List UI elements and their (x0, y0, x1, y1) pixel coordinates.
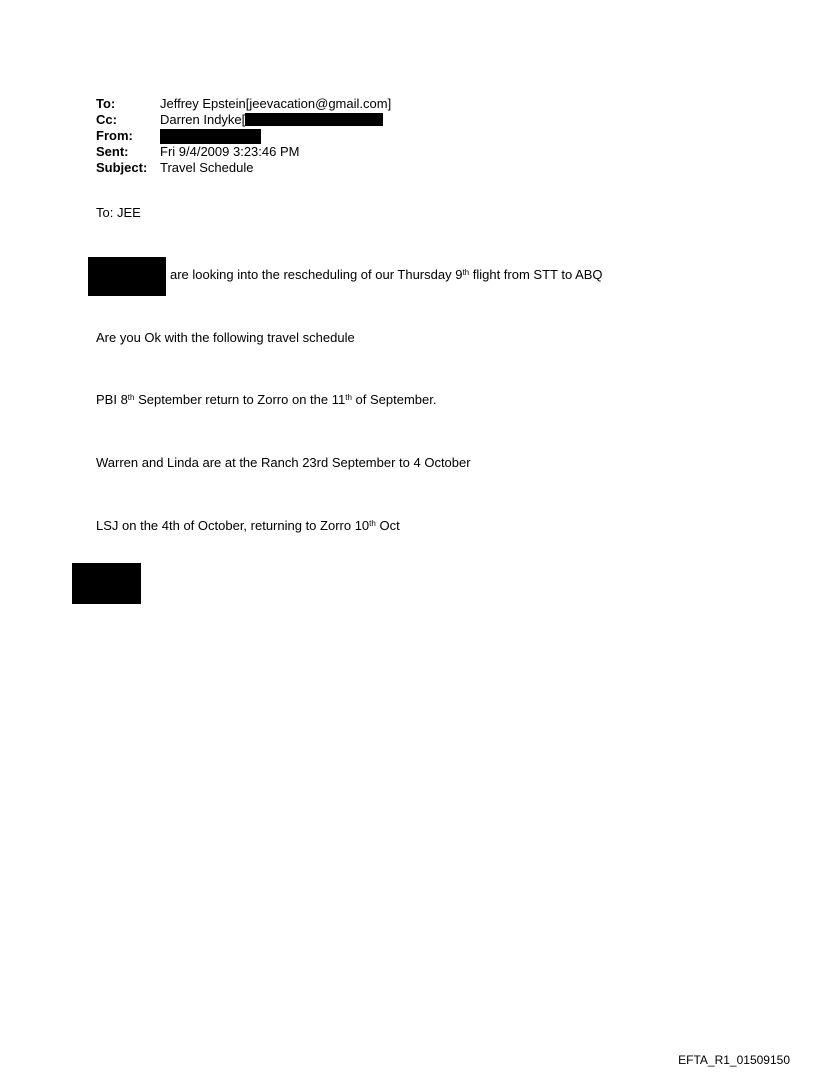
sent-row (96, 144, 391, 160)
paragraph-reschedule (170, 267, 603, 283)
pbi-text-b: September return to Zorro on the 11 (134, 392, 346, 407)
lsj-sup: th (369, 519, 376, 528)
paragraph-lsj (96, 518, 400, 534)
from-label: From: (96, 128, 133, 143)
lsj-text-b: Oct (375, 518, 400, 533)
cc-row (96, 112, 391, 128)
to-row (96, 96, 391, 112)
reschedule-text: are looking into the rescheduling of our Thursday 9 (170, 267, 463, 282)
document-id: EFTA_R1_01509150 (678, 1053, 790, 1067)
greeting: To: JEE (96, 205, 141, 220)
sent-label: Sent: (96, 144, 129, 159)
cc-label: Cc: (96, 112, 117, 127)
signature-redaction (72, 563, 141, 604)
to-value: Jeffrey Epstein[jeevacation@gmail.com] (160, 96, 392, 111)
reschedule-tail: flight from STT to ABQ (469, 267, 603, 282)
reschedule-sup: th (462, 268, 470, 277)
subject-row (96, 160, 391, 176)
to-label: To: (96, 96, 116, 111)
lsj-text-a: LSJ on the 4th of October, returning to Zorro 10 (96, 518, 370, 533)
pbi-text-c: of September. (351, 392, 437, 407)
cc-value: Darren Indyke[ (160, 112, 246, 127)
email-header (96, 96, 391, 176)
pbi-sup-2: th (345, 393, 352, 402)
subject-value: Travel Schedule (160, 160, 254, 175)
paragraph-pbi (96, 392, 436, 408)
paragraph-ranch: Warren and Linda are at the Ranch 23rd September to 4 October (96, 455, 471, 470)
subject-label: Subject: (96, 160, 148, 175)
cc-redaction (245, 113, 383, 126)
from-row (96, 128, 391, 144)
paragraph-question: Are you Ok with the following travel schedule (96, 330, 355, 345)
pbi-sup-1: th (127, 393, 135, 402)
sender-redaction (88, 257, 166, 296)
sent-value: Fri 9/4/2009 3:23:46 PM (160, 144, 300, 159)
from-redaction (160, 129, 261, 144)
pbi-text-a: PBI 8 (96, 392, 128, 407)
